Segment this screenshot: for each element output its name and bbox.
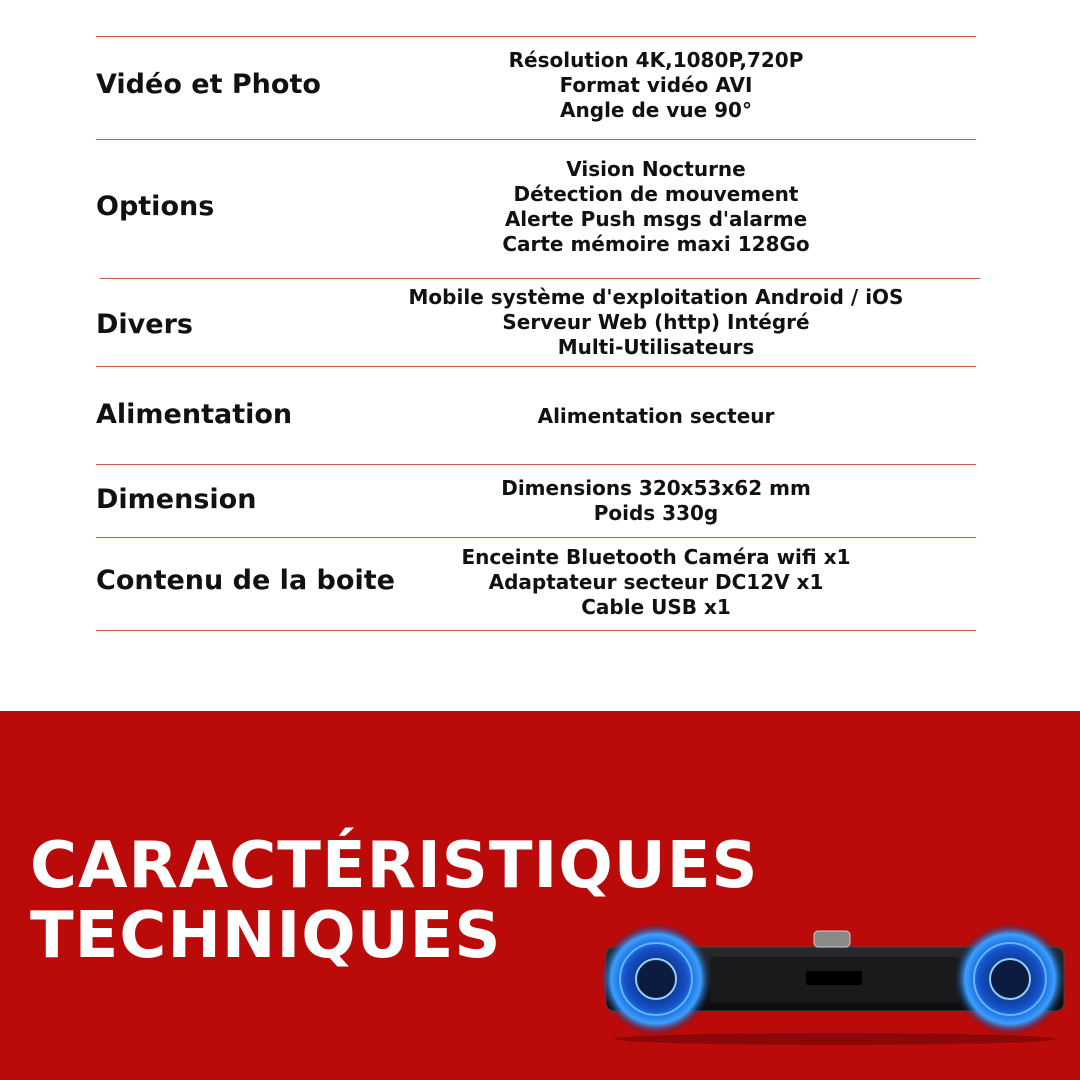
divider [100, 278, 980, 279]
divider [96, 139, 976, 140]
spec-value: Détection de mouvement [513, 182, 799, 206]
soundbar-camera-image [600, 921, 1070, 1051]
spec-values-contenu [336, 545, 976, 620]
spec-value: Multi-Utilisateurs [557, 335, 755, 359]
spec-value: Alerte Push msgs d'alarme [504, 207, 808, 231]
divider [96, 537, 976, 538]
spec-label-options: Options [96, 191, 215, 222]
spec-label-dimension: Dimension [96, 484, 257, 515]
spec-value: Serveur Web (http) Intégré [502, 310, 810, 334]
divider [96, 630, 976, 631]
spec-label-divers: Divers [96, 309, 193, 340]
spec-label-video-photo: Vidéo et Photo [96, 69, 321, 100]
title-banner [0, 711, 1080, 1080]
spec-value: Cable USB x1 [581, 595, 731, 619]
spec-value: Résolution 4K,1080P,720P [508, 48, 804, 72]
divider [96, 36, 976, 37]
divider [96, 366, 976, 367]
spec-value: Mobile système d'exploitation Android / iOS [408, 285, 904, 309]
spec-value: Carte mémoire maxi 128Go [502, 232, 810, 256]
spec-value: Vision Nocturne [566, 157, 746, 181]
spec-values-dimension [336, 476, 976, 526]
spec-values-video-photo [336, 48, 976, 123]
banner-title-line: TECHNIQUES [30, 899, 502, 973]
spec-values-divers [336, 285, 976, 360]
spec-value: Angle de vue 90° [560, 98, 752, 122]
spec-values-alimentation [336, 404, 976, 429]
spec-value: Enceinte Bluetooth Caméra wifi x1 [461, 545, 851, 569]
spec-value: Poids 330g [593, 501, 719, 525]
spec-label-alimentation: Alimentation [96, 399, 293, 430]
banner-title-line: CARACTÉRISTIQUES [30, 829, 759, 903]
spec-value: Alimentation secteur [537, 404, 775, 428]
spec-value: Format vidéo AVI [559, 73, 753, 97]
divider [96, 464, 976, 465]
spec-label-contenu: Contenu de la boite [96, 565, 395, 596]
spec-values-options [336, 157, 976, 257]
spec-value: Adaptateur secteur DC12V x1 [488, 570, 824, 594]
spec-value: Dimensions 320x53x62 mm [501, 476, 811, 500]
